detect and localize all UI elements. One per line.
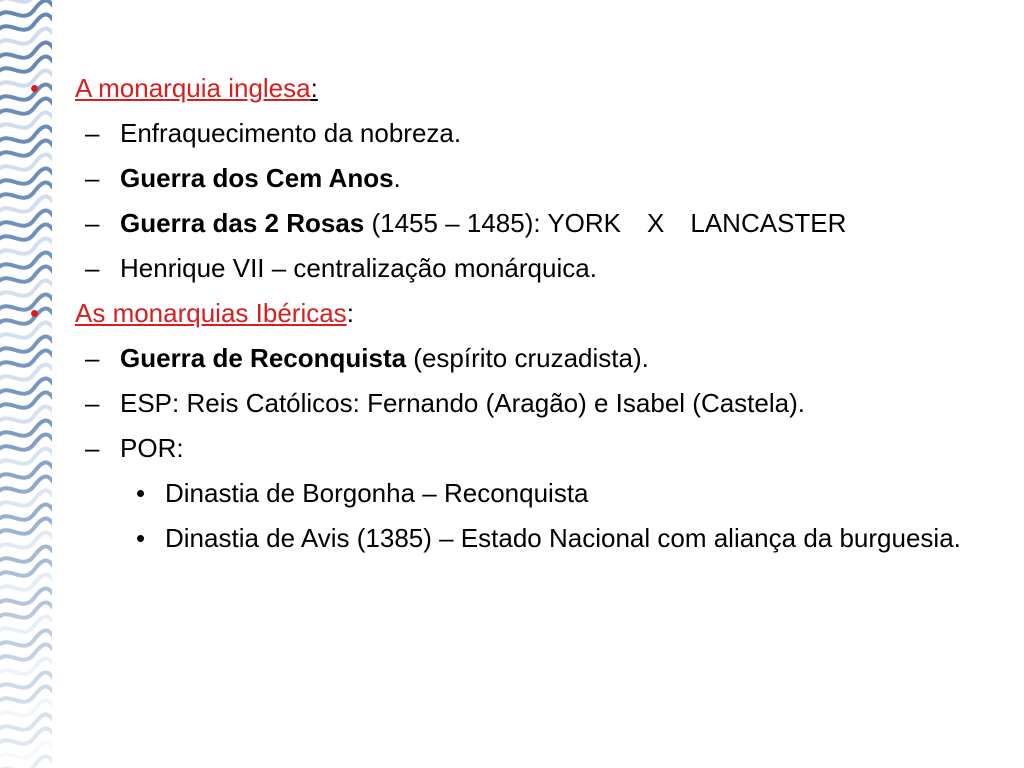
heading-link[interactable]: A monarquia inglesa xyxy=(75,73,311,103)
dash-marker: – xyxy=(85,253,100,283)
item-bold-text: Guerra dos Cem Anos xyxy=(120,163,394,193)
item-text: . xyxy=(393,163,401,193)
list-item xyxy=(28,207,988,252)
dash-marker: – xyxy=(85,208,100,238)
item-text: Dinastia de Avis (1385) – Estado Nacional com aliança da burguesia. xyxy=(165,523,961,553)
dash-marker: – xyxy=(85,163,100,193)
list-item xyxy=(28,342,988,387)
dash-marker: – xyxy=(85,118,100,148)
list-item xyxy=(28,117,988,162)
item-text: Henrique VII – centralização monárquica. xyxy=(120,253,597,283)
list-item xyxy=(28,252,988,297)
dash-marker: – xyxy=(85,433,100,463)
versus-x: X xyxy=(647,208,665,238)
item-text: POR: xyxy=(120,433,184,463)
section-heading-iberian-monarchies xyxy=(28,297,988,342)
bullet-marker: • xyxy=(136,478,146,508)
bullet-marker: • xyxy=(30,298,40,328)
list-item xyxy=(28,432,988,477)
item-text: (1455 – 1485): YORK xyxy=(364,208,622,238)
bullet-marker: • xyxy=(136,523,146,553)
heading-colon: : xyxy=(310,73,318,103)
item-bold-text: Guerra das 2 Rosas xyxy=(120,208,365,238)
item-text: Dinastia de Borgonha – Reconquista xyxy=(165,478,589,508)
heading-link[interactable]: As monarquias Ibéricas xyxy=(75,298,347,328)
item-text: Enfraquecimento da nobreza. xyxy=(120,118,462,148)
section-heading-english-monarchy xyxy=(28,72,988,117)
item-text: (espírito cruzadista). xyxy=(406,343,649,373)
bullet-marker: • xyxy=(30,73,40,103)
dash-marker: – xyxy=(85,343,100,373)
list-item xyxy=(28,387,988,432)
item-bold-text: Guerra de Reconquista xyxy=(120,343,407,373)
sub-list-item xyxy=(28,477,988,522)
item-tail-text: LANCASTER xyxy=(690,208,847,238)
heading-colon: : xyxy=(346,298,354,328)
dash-marker: – xyxy=(85,388,100,418)
sub-list-item xyxy=(28,522,965,554)
list-item xyxy=(28,162,988,207)
item-text: ESP: Reis Católicos: Fernando (Aragão) e Isabel (Castela). xyxy=(120,388,805,418)
slide-body xyxy=(28,72,988,554)
